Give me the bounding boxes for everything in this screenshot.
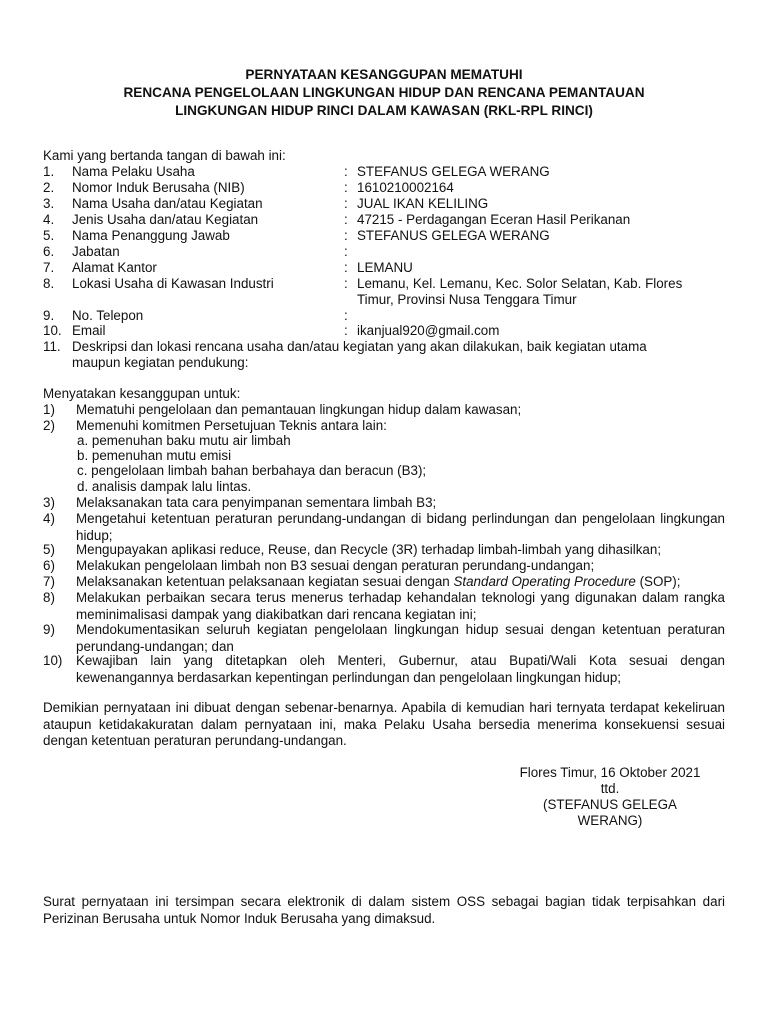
field-value: STEFANUS GELEGA WERANG [357, 228, 550, 243]
field-number: 9. [43, 308, 55, 323]
document-title-line-1: PERNYATAAN KESANGGUPAN MEMATUHI [245, 67, 523, 82]
field-label: Nama Usaha dan/atau Kegiatan [72, 196, 263, 211]
field-label: Nama Pelaku Usaha [72, 164, 195, 179]
commitment-number: 6) [43, 558, 55, 573]
field-colon: : [344, 228, 348, 243]
field-description-line-1: Deskripsi dan lokasi rencana usaha dan/atau kegiatan yang akan dilakukan, baik kegiatan utama [72, 339, 647, 354]
field-value: ikanjual920@gmail.com [357, 323, 500, 338]
commitment-number: 8) [43, 590, 55, 605]
document-title-line-2: RENCANA PENGELOLAAN LINGKUNGAN HIDUP DAN RENCANA PEMANTAUAN [123, 85, 645, 100]
field-colon: : [344, 164, 348, 179]
field-colon: : [344, 244, 348, 259]
commitment-sub-item: c. pengelolaan limbah bahan berbahaya dan beracun (B3); [77, 463, 427, 478]
field-number: 7. [43, 260, 55, 275]
commitment-number: 10) [43, 653, 63, 668]
field-value-continued: Timur, Provinsi Nusa Tenggara Timur [357, 292, 577, 307]
signature-ttd: ttd. [600, 781, 620, 796]
field-label: Nama Penanggung Jawab [72, 228, 230, 243]
commitment-number: 7) [43, 574, 55, 589]
commitment-text: Melakukan pengelolaan limbah non B3 sesuai dengan peraturan perundang-undangan; [76, 558, 595, 573]
field-number: 6. [43, 244, 55, 259]
commitment-text-italic: Standard Operating Procedure [453, 574, 636, 589]
footer-note: Surat pernyataan ini tersimpan secara elektronik di dalam sistem OSS sebagai bagian tidak terpisahkan dari Perizinan Berusaha untuk Nomor Induk Berusaha yang dimaksud. [43, 894, 725, 926]
commitment-number: 3) [43, 495, 55, 510]
field-value: STEFANUS GELEGA WERANG [357, 164, 550, 179]
field-number: 3. [43, 196, 55, 211]
field-number: 8. [43, 276, 55, 291]
field-number: 4. [43, 212, 55, 227]
intro-text: Kami yang bertanda tangan di bawah ini: [43, 148, 286, 163]
signature-name-line-2: WERANG) [577, 813, 643, 828]
field-label: Lokasi Usaha di Kawasan Industri [72, 276, 274, 291]
closing-paragraph: Demikian pernyataan ini dibuat dengan sebenar-benarnya. Apabila di kemudian hari ternyata terdapat kekeliruan ataupun ketidakakuratan dalam pernyataan ini, maka Pelaku Usaha bersedia menerima konsekuensi sesuai dengan ketentuan peraturan perundang-undangan. [43, 700, 725, 748]
field-colon: : [344, 276, 348, 291]
field-value: Lemanu, Kel. Lemanu, Kec. Solor Selatan, Kab. Flores [357, 276, 683, 291]
commitment-number: 4) [43, 511, 55, 526]
commitment-text-part: Melaksanakan ketentuan pelaksanaan kegiatan sesuai dengan [76, 574, 454, 589]
field-label: No. Telepon [72, 308, 144, 323]
commitment-number: 1) [43, 402, 55, 417]
field-value: JUAL IKAN KELILING [357, 196, 489, 211]
field-value: 47215 - Perdagangan Eceran Hasil Perikanan [357, 212, 631, 227]
commitment-intro: Menyatakan kesanggupan untuk: [43, 386, 241, 401]
field-number: 1. [43, 164, 55, 179]
field-colon: : [344, 323, 348, 338]
commitment-text [76, 574, 725, 591]
field-colon: : [344, 196, 348, 211]
commitment-number: 2) [43, 418, 55, 433]
field-number: 2. [43, 180, 55, 195]
commitment-number: 5) [43, 542, 55, 557]
field-label: Nomor Induk Berusaha (NIB) [72, 180, 245, 195]
field-number: 5. [43, 228, 55, 243]
commitment-sub-item: a. pemenuhan baku mutu air limbah [77, 433, 291, 448]
field-label: Alamat Kantor [72, 260, 157, 275]
field-value: LEMANU [357, 260, 413, 275]
commitment-text: Mendokumentasikan seluruh kegiatan pengelolaan lingkungan hidup sesuai dengan ketentuan peraturan perundang-undangan; dan [76, 622, 725, 654]
field-number: 11. [43, 339, 61, 354]
field-number: 10. [43, 323, 62, 338]
field-colon: : [344, 260, 348, 275]
signature-name-line-1: (STEFANUS GELEGA [543, 797, 677, 812]
document-title-line-3: LINGKUNGAN HIDUP RINCI DALAM KAWASAN (RKL-RPL RINCI) [175, 103, 593, 118]
commitment-sub-item: b. pemenuhan mutu emisi [77, 448, 232, 463]
commitment-text-part: (SOP); [635, 574, 681, 589]
commitment-text: Kewajiban lain yang ditetapkan oleh Menteri, Gubernur, atau Bupati/Wali Kota sesuai dengan kewenangannya berdasarkan kepentingan perlindungan dan pengelolaan lingkungan hidup; [76, 653, 725, 685]
field-value: 1610210002164 [357, 180, 454, 195]
signature-place-date: Flores Timur, 16 Oktober 2021 [519, 765, 701, 780]
field-colon: : [344, 180, 348, 195]
field-description-line-2: maupun kegiatan pendukung: [72, 355, 249, 370]
commitment-text: Mengupayakan aplikasi reduce, Reuse, dan Recycle (3R) terhadap limbah-limbah yang dihasilkan; [76, 542, 662, 557]
commitment-text: Mengetahui ketentuan peraturan perundang-undangan di bidang perlindungan dan pengelolaan lingkungan hidup; [76, 511, 725, 543]
commitment-text: Melaksanakan tata cara penyimpanan sementara limbah B3; [76, 495, 437, 510]
field-label: Jenis Usaha dan/atau Kegiatan [72, 212, 259, 227]
field-label: Email [72, 323, 106, 338]
commitment-number: 9) [43, 622, 55, 637]
field-label: Jabatan [72, 244, 120, 259]
field-colon: : [344, 212, 348, 227]
commitment-sub-item: d. analisis dampak lalu lintas. [77, 479, 252, 494]
commitment-text: Melakukan perbaikan secara terus menerus terhadap kehandalan teknologi yang digunakan dalam rangka meminimalisasi dampak yang diakibatkan dari rencana kegiatan ini; [76, 590, 725, 622]
commitment-text: Memenuhi komitmen Persetujuan Teknis antara lain: [76, 418, 387, 433]
commitment-text: Mematuhi pengelolaan dan pemantauan lingkungan hidup dalam kawasan; [76, 402, 522, 417]
field-colon: : [344, 308, 348, 323]
